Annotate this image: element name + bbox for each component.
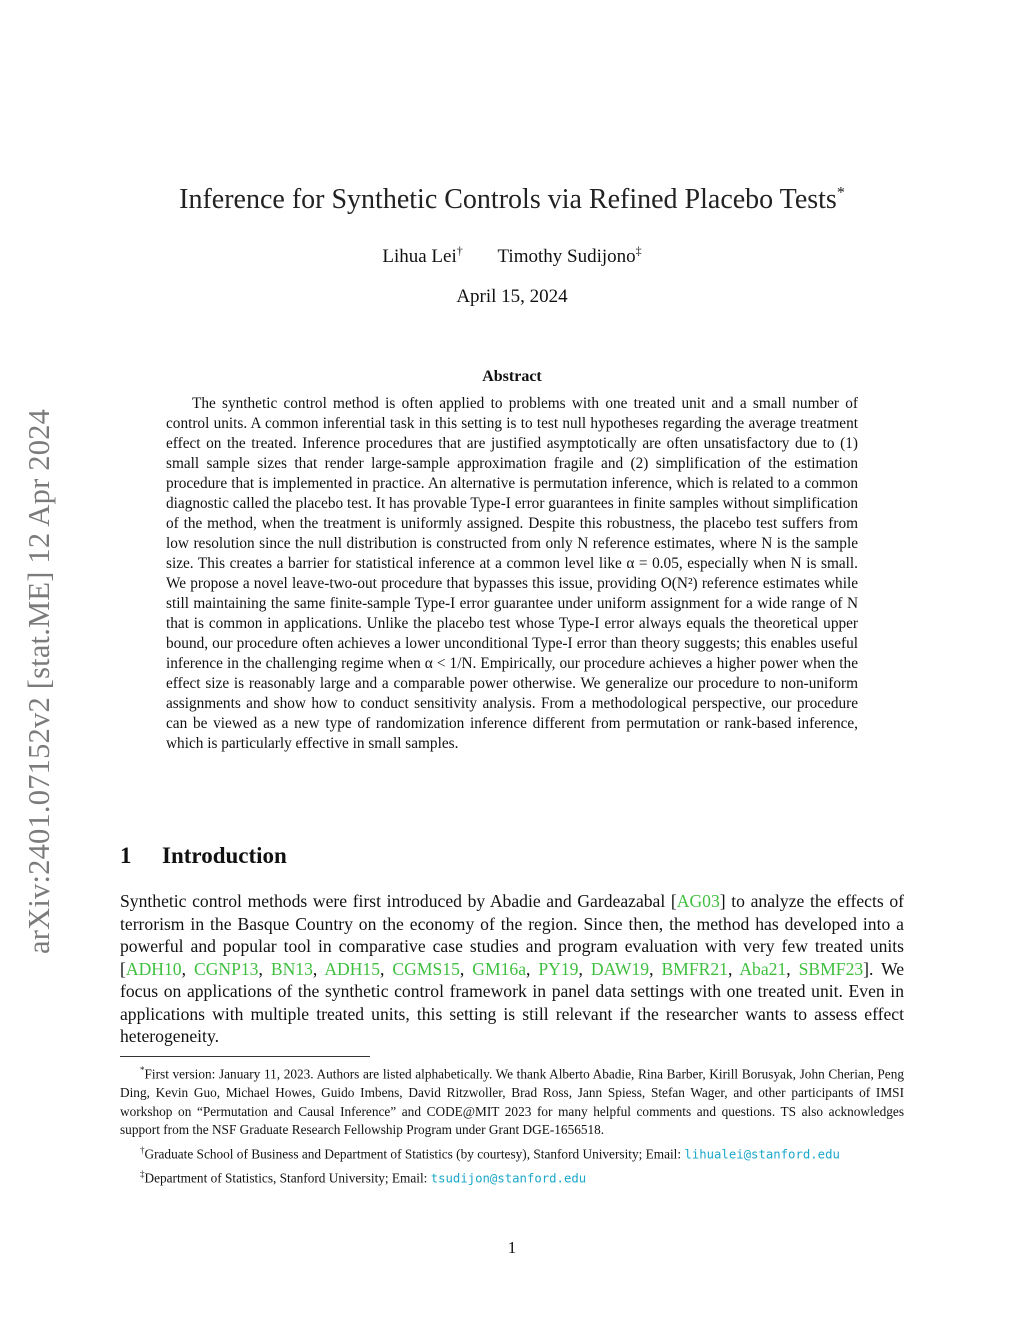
footnote-2 [120, 1141, 904, 1164]
citation-separator: , [380, 958, 393, 979]
author-1 [382, 246, 462, 267]
footnotes [120, 1061, 904, 1188]
citation-separator: , [786, 958, 799, 979]
title-footnote-mark: * [836, 184, 845, 202]
citation-list [126, 959, 863, 979]
citation-separator: , [312, 958, 325, 979]
author-footnote-mark: † [456, 244, 463, 258]
intro-text: ]. We focus on applications of the synthetic control framework in panel data settings with one treated unit. Even in applications with multiple treated units, this setting is still relevant if the researcher wants to assess effect heterogeneity. [120, 958, 905, 1046]
section-title: Introduction [162, 843, 287, 868]
citation-separator: , [258, 958, 271, 979]
arxiv-identifier-stamp: arXiv:2401.07152v2 [stat.ME] 12 Apr 2024 [22, 408, 56, 954]
author-name: Timothy Sudijono [497, 246, 636, 268]
citation-link[interactable]: SBMF23 [798, 958, 864, 979]
footnote-mark: * [140, 1065, 145, 1075]
author-name: Lihua Lei [382, 246, 457, 268]
footnote-divider [120, 1056, 370, 1057]
email-link[interactable]: lihualei@stanford.edu [684, 1147, 840, 1162]
citation-link[interactable]: CGMS15 [392, 958, 460, 979]
citation-link[interactable]: Aba21 [739, 958, 787, 979]
email-link[interactable]: tsudijon@stanford.edu [430, 1171, 587, 1186]
citation-link[interactable]: ADH15 [324, 958, 381, 979]
abstract-body: The synthetic control method is often applied to problems with one treated unit and a small number of control units. A common inferential task in this setting is to test null hypotheses regarding the average treatment effect on the treated. Inference procedures that are justified asymptotically are often unsatisfactory due to (1) small sample sizes that render large-sample approximation fragile and (2) simplification of the estimation procedure that is implemented in practice. An alternative is permutation inference, which is related to a common diagnostic called the placebo test. It has provable Type-I error guarantees in finite samples without simplification of the method, when the treatment is uniformly assigned. Despite this robustness, the placebo test suffers from low resolution since the null distribution is constructed from only N reference estimates, where N is the sample size. This creates a barrier for statistical inference at a common level like α = 0.05, especially when N is small. We propose a novel leave-two-out procedure that bypasses this issue, providing O(N²) reference estimates while still maintaining the same finite-sample Type-I error guarantee under uniform assignment for a wide range of N that is common in applications. Unlike the placebo test whose Type-I error always equals the theoretical upper bound, our procedure often achieves a lower unconditional Type-I error than theory suggests; this enables useful inference in the challenging regime when α < 1/N. Empirically, our procedure achieves a higher power when the effect size is reasonably large and a comparable power otherwise. We generalize our procedure to non-uniform assignments and show how to conduct sensitivity analysis. From a methodological perspective, our procedure can be viewed as a new type of randomization inference different from permutation or rank-based inference, which is particularly effective in small samples. [166, 395, 858, 752]
footnote-text: Graduate School of Business and Department of Statistics (by courtesy), Stanford University; Email: [144, 1146, 685, 1162]
author-footnote-mark: ‡ [635, 244, 642, 258]
citation-separator: , [727, 958, 740, 979]
citation-link[interactable]: GM16a [472, 958, 527, 979]
citation-link[interactable]: ADH10 [125, 958, 182, 979]
title-text: Inference for Synthetic Controls via Refined Placebo Tests [179, 184, 837, 215]
citation-link[interactable]: AG03 [676, 891, 720, 911]
footnote-mark: † [140, 1144, 145, 1155]
citation-link[interactable]: BMFR21 [661, 958, 728, 979]
citation-separator: , [526, 958, 539, 979]
author-list [0, 244, 1024, 268]
citation-link[interactable]: DAW19 [590, 958, 650, 979]
citation-separator: , [649, 958, 662, 979]
footnote-3 [120, 1165, 904, 1188]
author-2 [497, 246, 641, 267]
citation-separator: , [459, 958, 473, 979]
section-heading [120, 843, 287, 869]
footnote-1 [120, 1061, 904, 1140]
citation-link[interactable]: CGNP13 [193, 958, 259, 979]
footnote-text: Department of Statistics, Stanford University; Email: [144, 1170, 431, 1186]
abstract-heading: Abstract [482, 368, 542, 385]
footnote-text: First version: January 11, 2023. Authors are listed alphabetically. We thank Alberto Abadie, Rina Barber, Kirill Borusyak, John Cherian, Peng Ding, Kevin Guo, Michael Howes, Guido Imbens, David Ritzwoller, Brad Ross, Jann Spiess, Stefan Wager, and other participants of IMSI workshop on “Permutation and Causal Inference” and CODE@MIT 2023 for many helpful comments and questions. TS also acknowledges support from the NSF Graduate Research Fellowship Program under Grant DGE-1656518. [120, 1066, 904, 1138]
section-number: 1 [120, 843, 132, 868]
citation-separator: , [578, 958, 591, 979]
page-number: 1 [507, 1238, 517, 1257]
paper-title [0, 184, 1024, 216]
introduction-paragraph [120, 890, 904, 1048]
intro-text: ] to analyze the effects of terrorism in the Basque Country on the economy of the region. Since then, the method has developed into a powerful and popular tool in comparative case studies and program evaluation with very few treated units [ [120, 891, 905, 979]
footnote-mark: ‡ [140, 1168, 145, 1179]
intro-text: Synthetic control methods were first introduced by Abadie and Gardeazabal [ [120, 891, 677, 911]
publication-date: April 15, 2024 [456, 286, 568, 307]
citation-link[interactable]: BN13 [270, 958, 313, 979]
citation-link[interactable]: PY19 [538, 958, 579, 979]
citation-separator: , [181, 958, 194, 979]
